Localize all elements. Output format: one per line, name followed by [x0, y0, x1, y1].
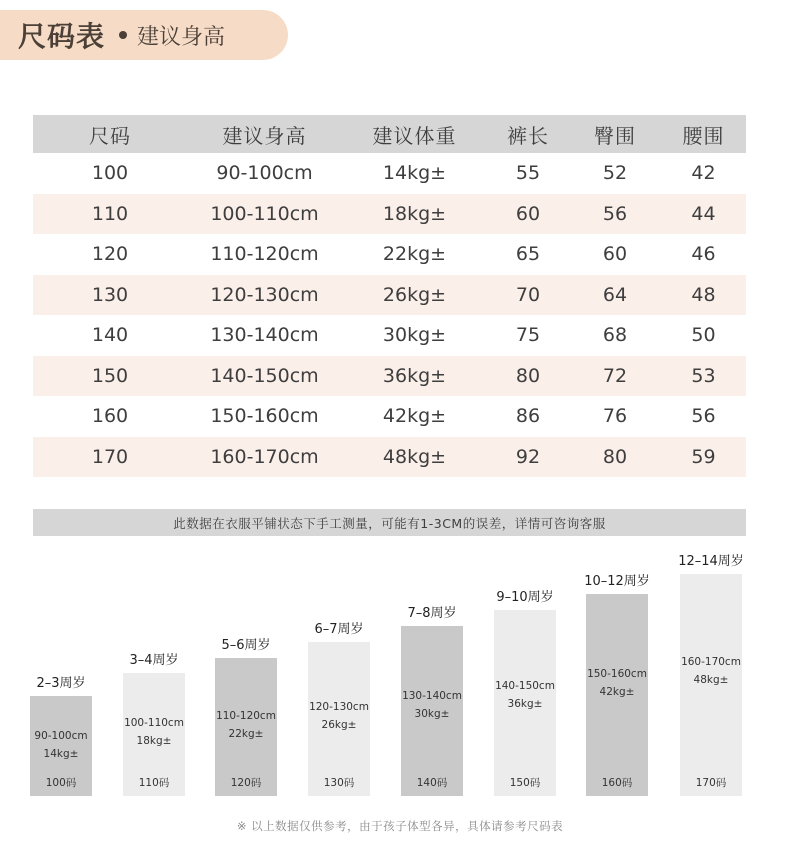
age-label: 3–4周岁 — [129, 653, 179, 668]
header-tab — [0, 10, 288, 60]
cell-pants-length: 80 — [487, 356, 569, 397]
cell-waist: 59 — [661, 437, 746, 478]
bar-height-label: 150-160cm — [587, 668, 647, 680]
cell-pants-length: 86 — [515, 405, 541, 428]
table-row — [33, 437, 746, 478]
table-row — [33, 356, 746, 397]
cell-height: 150-160cm — [210, 405, 319, 428]
table-row — [33, 275, 746, 316]
age-bar — [215, 658, 277, 796]
measurement-note: 此数据在衣服平铺状态下手工测量，可能有1-3CM的误差，详情可咨询客服 — [33, 509, 746, 536]
cell-size: 110 — [33, 194, 187, 235]
cell-height: 100-110cm — [187, 194, 342, 235]
age-label: 7–8周岁 — [407, 606, 457, 621]
cell-waist: 56 — [691, 405, 716, 428]
bar-weight-label: 30kg± — [414, 708, 450, 720]
table-row — [33, 194, 746, 235]
age-bar — [308, 642, 370, 796]
age-label: 5–6周岁 — [221, 638, 271, 653]
bar-height-label: 130-140cm — [402, 690, 462, 702]
cell-height: 160-170cm — [187, 437, 342, 478]
age-column — [680, 550, 742, 796]
table-body — [33, 153, 746, 477]
bar-size-label: 160码 — [601, 777, 633, 789]
size-table — [33, 115, 746, 477]
bar-size-label: 110码 — [138, 777, 170, 789]
bar-height-label: 90-100cm — [34, 730, 88, 742]
bar-size-label: 100码 — [45, 777, 77, 789]
cell-pants-length: 75 — [515, 324, 541, 347]
age-column — [215, 634, 277, 796]
page-title: 尺码表 — [18, 20, 106, 53]
cell-size: 170 — [33, 437, 187, 478]
age-label: 12–14周岁 — [678, 554, 744, 569]
table-row — [33, 234, 746, 275]
cell-hip: 64 — [569, 275, 661, 316]
bar-size-label: 120码 — [230, 777, 262, 789]
table-row — [33, 315, 746, 356]
bullet-dot-icon — [119, 31, 127, 39]
bar-weight-label: 42kg± — [599, 686, 635, 698]
cell-height: 110-120cm — [210, 243, 319, 266]
cell-waist: 48 — [661, 275, 746, 316]
bar-weight-label: 26kg± — [321, 719, 357, 731]
cell-waist: 42 — [691, 162, 716, 185]
cell-weight: 42kg± — [382, 405, 447, 428]
age-column — [30, 672, 92, 796]
column-header-hip: 臀围 — [569, 115, 661, 153]
cell-size: 130 — [33, 275, 187, 316]
cell-pants-length: 70 — [487, 275, 569, 316]
table-row — [33, 153, 746, 194]
age-size-chart — [0, 526, 800, 796]
bar-weight-label: 36kg± — [507, 698, 543, 710]
cell-hip: 80 — [569, 437, 661, 478]
table-header-row — [33, 115, 746, 153]
age-bar — [401, 626, 463, 796]
cell-pants-length: 60 — [487, 194, 569, 235]
cell-pants-length: 55 — [515, 162, 541, 185]
column-header-size: 尺码 — [33, 115, 187, 153]
bar-height-label: 100-110cm — [124, 717, 184, 729]
age-bar — [494, 610, 556, 796]
bar-size-label: 140码 — [416, 777, 448, 789]
cell-weight: 14kg± — [382, 162, 447, 185]
bar-weight-label: 18kg± — [136, 735, 172, 747]
age-label: 9–10周岁 — [496, 590, 554, 605]
cell-weight: 26kg± — [342, 275, 487, 316]
age-label: 2–3周岁 — [36, 676, 86, 691]
bar-height-label: 110-120cm — [216, 710, 276, 722]
cell-size: 160 — [91, 405, 129, 428]
age-column — [401, 602, 463, 796]
column-header-height: 建议身高 — [187, 115, 342, 153]
cell-weight: 30kg± — [382, 324, 447, 347]
cell-waist: 53 — [661, 356, 746, 397]
cell-pants-length: 65 — [515, 243, 541, 266]
cell-hip: 68 — [602, 324, 628, 347]
bar-height-label: 160-170cm — [681, 656, 741, 668]
cell-height: 90-100cm — [216, 162, 313, 185]
cell-hip: 72 — [569, 356, 661, 397]
bar-weight-label: 22kg± — [228, 728, 264, 740]
cell-weight: 48kg± — [342, 437, 487, 478]
age-column — [308, 618, 370, 796]
bar-size-label: 170码 — [695, 777, 727, 789]
column-header-weight: 建议体重 — [342, 115, 487, 153]
age-bar — [123, 673, 185, 796]
cell-height: 140-150cm — [187, 356, 342, 397]
age-column — [123, 649, 185, 796]
column-header-pants-length: 裤长 — [487, 115, 569, 153]
cell-hip: 60 — [602, 243, 628, 266]
cell-height: 130-140cm — [210, 324, 319, 347]
table-row — [33, 396, 746, 437]
page-subtitle: 建议身高 — [137, 24, 226, 50]
bar-size-label: 130码 — [323, 777, 355, 789]
cell-size: 120 — [91, 243, 129, 266]
bar-height-label: 140-150cm — [495, 680, 555, 692]
age-bar — [586, 594, 648, 796]
cell-hip: 52 — [602, 162, 628, 185]
cell-waist: 46 — [691, 243, 716, 266]
cell-waist: 50 — [691, 324, 716, 347]
cell-weight: 36kg± — [342, 356, 487, 397]
cell-hip: 56 — [569, 194, 661, 235]
cell-height: 120-130cm — [187, 275, 342, 316]
age-bar — [680, 574, 742, 796]
cell-pants-length: 92 — [487, 437, 569, 478]
age-bar — [30, 696, 92, 796]
cell-weight: 18kg± — [342, 194, 487, 235]
cell-waist: 44 — [661, 194, 746, 235]
cell-size: 100 — [91, 162, 129, 185]
bar-weight-label: 48kg± — [693, 674, 729, 686]
bar-weight-label: 14kg± — [43, 748, 79, 760]
cell-size: 150 — [33, 356, 187, 397]
cell-weight: 22kg± — [382, 243, 447, 266]
age-column — [494, 586, 556, 796]
cell-hip: 76 — [602, 405, 628, 428]
cell-size: 140 — [91, 324, 129, 347]
footer-note: ※ 以上数据仅供参考，由于孩子体型各异，具体请参考尺码表 — [236, 819, 564, 833]
bar-height-label: 120-130cm — [309, 701, 369, 713]
age-label: 10–12周岁 — [584, 574, 650, 589]
age-column — [586, 570, 648, 796]
bar-size-label: 150码 — [509, 777, 541, 789]
age-label: 6–7周岁 — [314, 622, 364, 637]
column-header-waist: 腰围 — [661, 115, 746, 153]
